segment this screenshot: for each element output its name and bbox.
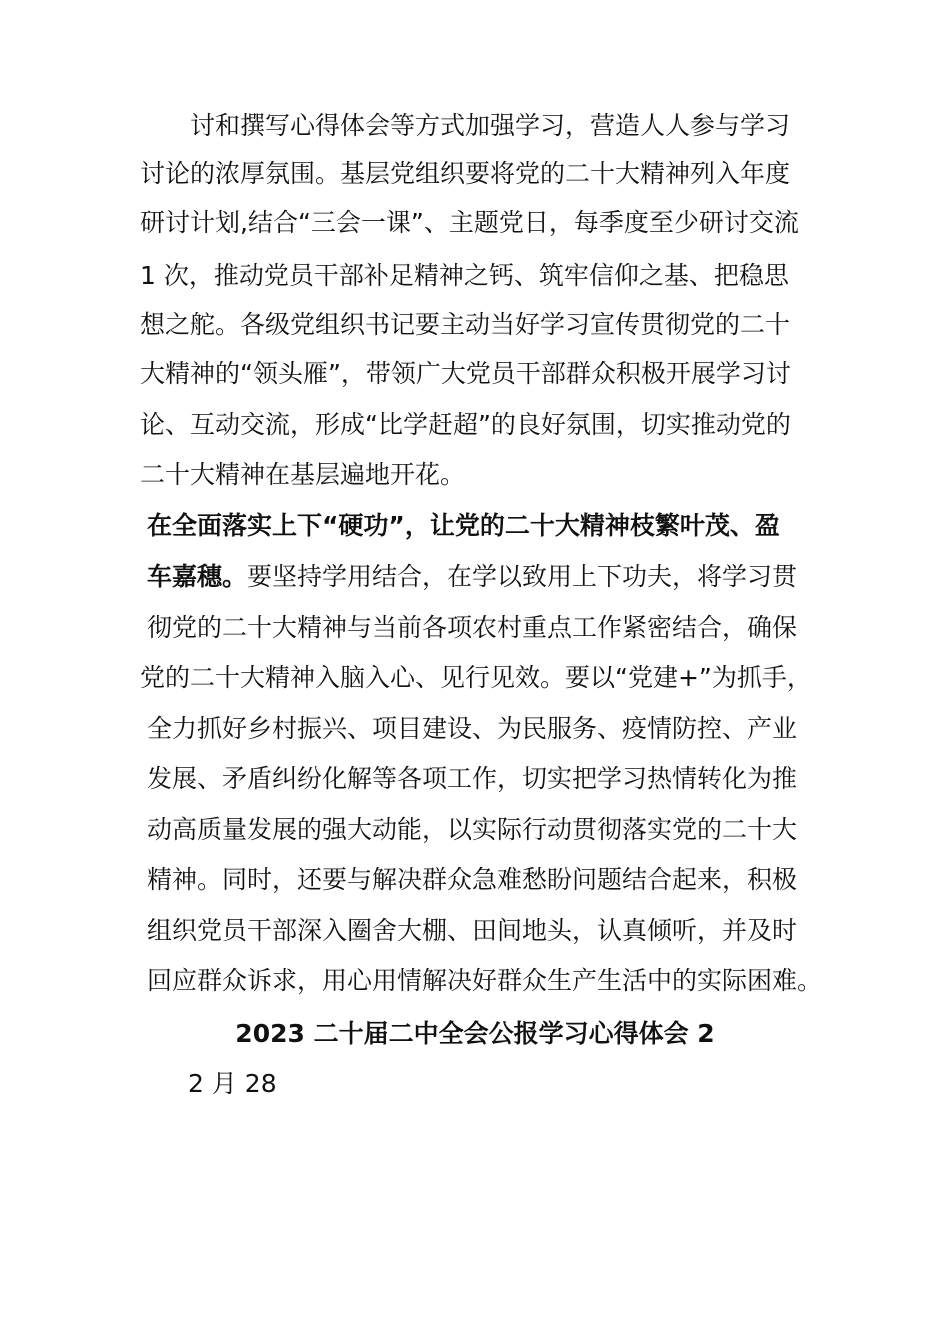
paragraph2-bold-heading-line: 在全面落实上下“硬功”，让党的二十大精神枝繁叶茂、盈 xyxy=(147,511,780,540)
paragraph2-line-3: 彻党的二十大精神与当前各项农村重点工作紧密结合，确保 xyxy=(147,613,798,642)
paragraph1-line-8: 二十大精神在基层遍地开花。 xyxy=(140,460,466,489)
section-title: 2023 二十届二中全会公报学习心得体会 2 xyxy=(235,1019,715,1048)
paragraph2-line-2-rest: 要坚持学用结合，在学以致用上下功夫，将学习贯 xyxy=(247,562,798,591)
paragraph1-line-1: 讨和撰写心得体会等方式加强学习，营造人人参与学习 xyxy=(190,111,791,140)
paragraph2-line-10: 回应群众诉求，用心用情解决好群众生产生活中的实际困难。 xyxy=(147,966,823,995)
paragraph1-line-5: 想之舵。各级党组织书记要主动当好学习宣传贯彻党的二十 xyxy=(140,310,791,339)
paragraph2-line-2 xyxy=(147,561,797,593)
paragraph2-line-8: 精神。同时，还要与解决群众急难愁盼问题结合起来，积极 xyxy=(147,865,798,894)
date-line: 2 月 28 xyxy=(188,1069,277,1098)
paragraph2-line-9: 组织党员干部深入圈舍大棚、田间地头，认真倾听，并及时 xyxy=(147,916,798,945)
paragraph2-line-6: 发展、矛盾纠纷化解等各项工作，切实把学习热情转化为推 xyxy=(147,764,798,793)
paragraph1-line-4: 1 次，推动党员干部补足精神之钙、筑牢信仰之基、把稳思 xyxy=(140,261,789,290)
paragraph2-bold-prefix: 车嘉穗。 xyxy=(147,562,248,591)
paragraph2-line-7: 动高质量发展的强大动能，以实际行动贯彻落实党的二十大 xyxy=(147,815,798,844)
paragraph2-line-4: 党的二十大精神入脑入心、见行见效。要以“党建+”为抓手， xyxy=(140,663,812,692)
paragraph1-line-3: 研讨计划,结合“三会一课”、主题党日，每季度至少研讨交流 xyxy=(140,208,799,237)
paragraph1-line-6: 大精神的“领头雁”，带领广大党员干部群众积极开展学习讨 xyxy=(140,359,791,388)
paragraph1-line-7: 论、互动交流，形成“比学赶超”的良好氛围，切实推动党的 xyxy=(140,410,791,439)
paragraph1-line-2: 讨论的浓厚氛围。基层党组织要将党的二十大精神列入年度 xyxy=(140,159,791,188)
paragraph2-line-5: 全力抓好乡村振兴、项目建设、为民服务、疫情防控、产业 xyxy=(147,714,798,743)
